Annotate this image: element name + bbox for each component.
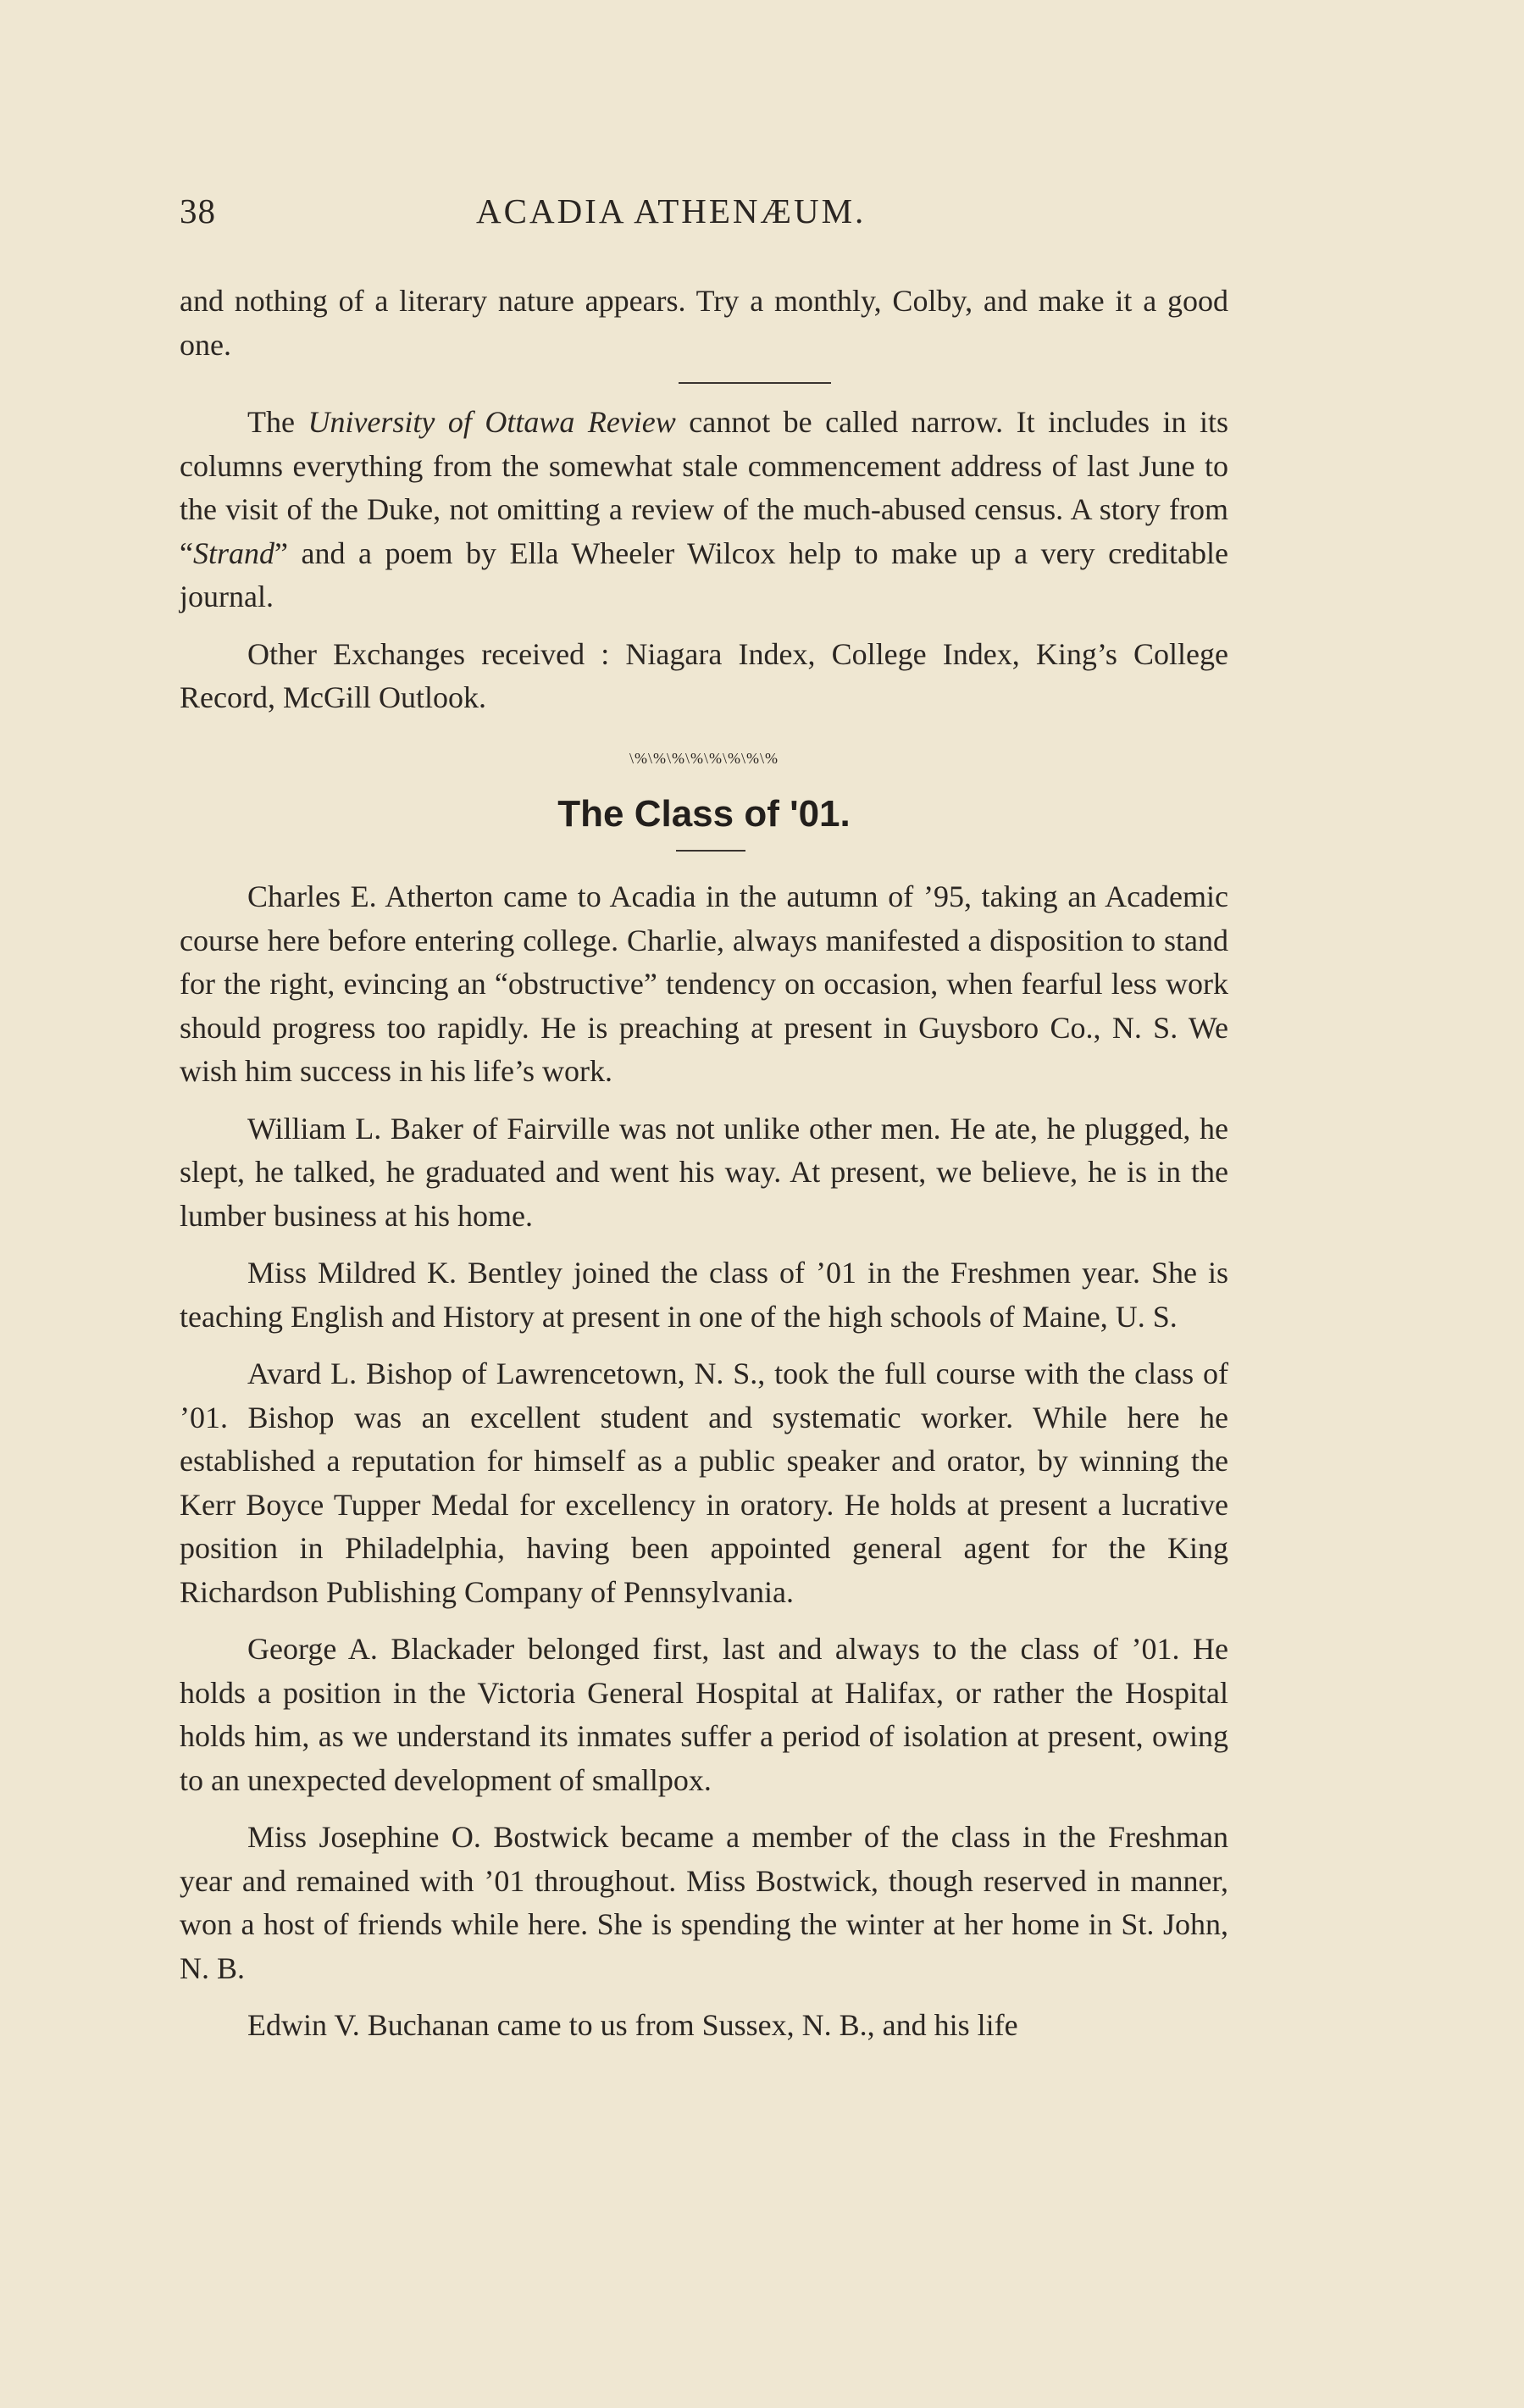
class-paragraph-bentley: Miss Mildred K. Bentley joined the class of ’01 in the Freshmen year. She is teaching English and History at present in one of the high schools of Maine, U. S. [180, 1256, 1228, 1334]
exchanges-p2-strand: Strand [192, 535, 274, 570]
class-paragraph-bishop: Avard L. Bishop of Lawrencetown, N. S., took the full course with the class of ’01. Bishop was an excellent student and systematic worker. While here he established a reputation for himself as a public speaker and orator, by winning the Kerr Boyce Tupper Medal for excellency in oratory. He holds at present a lucrative position in Philadelphia, having been appointed general agent for the King Richardson Publishing Company of Pennsylvania. [180, 1357, 1228, 1609]
class-paragraph-blackader: George A. Blackader belonged first, last and always to the class of ’01. He holds a position in the Victoria General Hospital at Halifax, or rather the Hospital holds him, as we understand its inmates suffer a period of isolation at present, owing to an unexpected development of smallpox. [180, 1632, 1228, 1797]
class-paragraph-atherton: Charles E. Atherton came to Acadia in the autumn of ’95, taking an Academic course here before entering college. Charlie, always manifested a disposition to stand for the right, evincing an “obstructive” tendency on occasion, when fearful less work should progress too rapidly. He is preaching at present in Guysboro Co., N. S. We wish him success in his life’s work. [180, 879, 1228, 1088]
ornament-divider: \%\%\%\%\%\%\%\% [629, 749, 779, 767]
exchanges-p2-title: University of Ottawa Review [308, 405, 676, 439]
running-header [180, 191, 1230, 241]
class-paragraph-baker: William L. Baker of Fairville was not unlike other men. He ate, he plugged, he slept, he talked, he graduated and went his way. At present, we believe, he is in the lumber business at his home. [180, 1111, 1228, 1233]
separator-rule [679, 382, 831, 384]
exchanges-paragraph-1: and nothing of a literary nature appears. Try a monthly, Colby, and make it a good one. [180, 284, 1228, 362]
page-body [180, 280, 1228, 2061]
journal-title: ACADIA ATHENÆUM. [476, 191, 867, 230]
exchanges-p2-mid: cannot be called narrow. It includes in its columns everything from the somewhat stale commencement address of last June to the visit of the Duke, not omitting a review of the much-abused census. A story from “ [180, 405, 1229, 570]
page-number: 38 [180, 191, 216, 230]
exchanges-paragraph-3: Other Exchanges received : Niagara Index, College Index, King’s College Record, McGill Outlook. [180, 636, 1228, 714]
class-paragraph-bostwick: Miss Josephine O. Bostwick became a member of the class in the Freshman year and remained with ’01 throughout. Miss Bostwick, though reserved in manner, won a host of friends while here. She is spending the winter at her home in St. John, N. B. [180, 1820, 1228, 1985]
exchanges-paragraph-2 [180, 401, 1228, 619]
exchanges-p2-end: ” and a poem by Ella Wheeler Wilcox help to make up a very creditable journal. [180, 535, 1228, 613]
title-underline-rule [676, 850, 745, 852]
exchanges-p2-start: The [247, 405, 308, 439]
class-paragraph-buchanan: Edwin V. Buchanan came to us from Sussex, N. B., and his life [247, 2008, 1018, 2042]
section-title: The Class of '01. [557, 793, 851, 835]
